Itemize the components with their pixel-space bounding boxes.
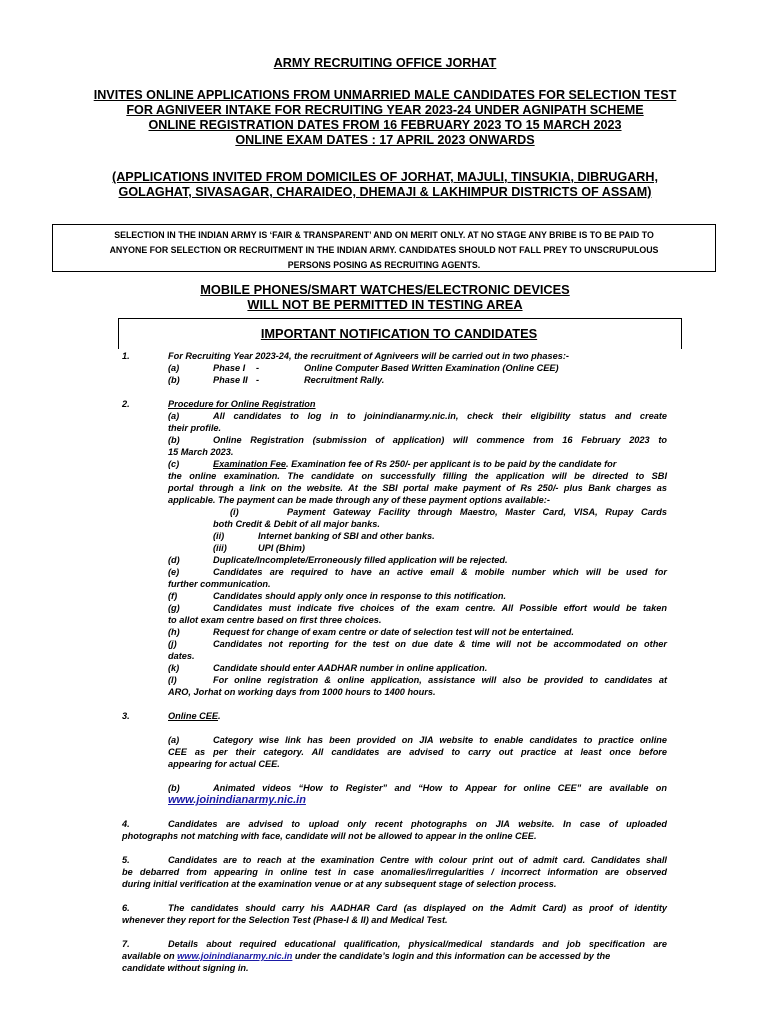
s2-b-tag: (b): [168, 435, 180, 445]
warning-line-3: PERSONS POSING AS RECRUITING AGENTS.: [287, 260, 481, 270]
s2-j-line-2: dates.: [168, 651, 195, 661]
s2-l-line-1: For online registration & online application, assistance will also be provided to candidates at: [213, 675, 667, 685]
s7-line-2: [122, 951, 610, 963]
section-1-a-desc: Online Computer Based Written Examination (Online CEE): [304, 363, 559, 373]
section-1-a-dash: -: [256, 363, 260, 373]
s2-a-line-2: their profile.: [168, 423, 222, 433]
s2-e-tag: (e): [168, 567, 180, 577]
s2-f-tag: (f): [168, 591, 178, 601]
section-1-a-phase: Phase I: [213, 363, 246, 373]
warning-line-1: SELECTION IN THE INDIAN ARMY IS ‘FAIR & TRANSPARENT’ AND ON MERIT ONLY. AT NO STAGE ANY BRIBE IS TO BE PAID TO: [114, 230, 654, 240]
s2-d-text: Duplicate/Incomplete/Erroneously filled application will be rejected.: [213, 555, 508, 565]
examination-fee-title: Examination Fee: [213, 459, 287, 469]
s2-k-tag: (k): [168, 663, 180, 673]
notification-title: IMPORTANT NOTIFICATION TO CANDIDATES: [260, 326, 538, 341]
s2-c-iii-tag: (iii): [213, 543, 227, 553]
section-3-title-end: .: [218, 711, 221, 721]
s7-line-2-pre: available on: [122, 951, 178, 961]
joinindianarmy-link[interactable]: www.joinindianarmy.nic.in: [168, 794, 306, 806]
s2-c-line-3: portal through a link on the website. At the SBI portal make payment of Rs 250/- plus Bank charges as: [168, 483, 667, 493]
s3-b-link-line: [168, 795, 306, 807]
s2-j-tag: (j): [168, 639, 177, 649]
s4-line-2: photographs not matching with face, candidate will not be allowed to appear in the online CEE.: [122, 831, 537, 841]
mobile-ban-line-1: MOBILE PHONES/SMART WATCHES/ELECTRONIC DEVICES: [200, 282, 570, 297]
section-1-b-desc: Recruitment Rally.: [304, 375, 385, 385]
s2-b-line-1: Online Registration (submission of application) will commence from 16 February 2023 to: [213, 435, 667, 445]
s7-line-3: candidate without signing in.: [122, 963, 249, 973]
section-3-title: Online CEE: [168, 711, 219, 721]
heading-line-3: ONLINE REGISTRATION DATES FROM 16 FEBRUARY 2023 TO 15 MARCH 2023: [148, 118, 622, 132]
s5-line-1: Candidates are to reach at the examination Centre with colour print out of admit card. Candidates shall: [168, 855, 667, 865]
heading-line-4: ONLINE EXAM DATES : 17 APRIL 2023 ONWARDS: [235, 133, 535, 147]
s4-line-1: Candidates are advised to upload only recent photographs on JIA website. In case of uploaded: [168, 819, 667, 829]
s2-k-text: Candidate should enter AADHAR number in online application.: [213, 663, 488, 673]
domicile-line-1: (APPLICATIONS INVITED FROM DOMICILES OF JORHAT, MAJULI, TINSUKIA, DIBRUGARH,: [112, 170, 658, 184]
s6-line-2: whenever they report for the Selection Test (Phase-I & II) and Medical Test.: [122, 915, 448, 925]
s3-b-line-1: Animated videos “How to Register” and “How to Appear for online CEE” are available on: [213, 783, 667, 793]
s3-a-line-3: appearing for actual CEE.: [168, 759, 280, 769]
s2-e-line-1: Candidates are required to have an active email & mobile number which will be used for: [213, 567, 667, 577]
s2-a-line-1: All candidates to log in to joinindianarmy.nic.in, check their eligibility status and create: [213, 411, 667, 421]
s6-line-1: The candidates should carry his AADHAR Card (as displayed on the Admit Card) as proof of identity: [168, 903, 667, 913]
joinindianarmy-link-2[interactable]: www.joinindianarmy.nic.in: [177, 951, 293, 961]
s7-line-1: Details about required educational qualification, physical/medical standards and job specification are: [168, 939, 667, 949]
section-3-number: 3.: [122, 711, 130, 721]
s2-d-tag: (d): [168, 555, 180, 565]
s2-g-line-1: Candidates must indicate five choices of the exam centre. All Possible effort would be taken: [213, 603, 667, 613]
section-1-b-dash: -: [256, 375, 260, 385]
s7-line-2-post: under the candidate’s login and this information can be accessed by the: [292, 951, 611, 961]
s2-c-i-tag: (i): [230, 507, 239, 517]
s2-j-line-1: Candidates not reporting for the test on due date & time will not be accommodated on other: [213, 639, 667, 649]
s2-c-tag: (c): [168, 459, 180, 469]
s5-line-3: during initial verification at the examination venue or at any subsequent stage of selection process.: [122, 879, 557, 889]
s2-l-line-2: ARO, Jorhat on working days from 1000 hours to 1400 hours.: [168, 687, 436, 697]
section-1-b-tag: (b): [168, 375, 180, 385]
s2-c-i-line-1: Payment Gateway Facility through Maestro, Master Card, VISA, Rupay Cards: [287, 507, 667, 517]
heading-line-1: INVITES ONLINE APPLICATIONS FROM UNMARRIED MALE CANDIDATES FOR SELECTION TEST: [93, 88, 677, 102]
s2-c-iii-text: UPI (Bhim): [258, 543, 305, 553]
section-2-title: Procedure for Online Registration: [168, 399, 316, 409]
heading-line-2: FOR AGNIVEER INTAKE FOR RECRUITING YEAR 2023-24 UNDER AGNIPATH SCHEME: [126, 103, 644, 117]
domicile-line-2: GOLAGHAT, SIVASAGAR, CHARAIDEO, DHEMAJI & LAKHIMPUR DISTRICTS OF ASSAM): [118, 185, 652, 199]
s2-b-line-2: 15 March 2023.: [168, 447, 234, 457]
s2-c-line-2: the online examination. The candidate on successfully filling the application will be directed to SBI: [168, 471, 667, 481]
s5-line-2: be debarred from appearing in online test in case anomalies/irregularities / incorrect information are observed: [122, 867, 667, 877]
office-heading: ARMY RECRUITING OFFICE JORHAT: [273, 56, 497, 70]
section-4-number: 4.: [122, 819, 130, 829]
s3-a-line-1: Category wise link has been provided on JIA website to enable candidates to practice online: [213, 735, 667, 745]
s2-c-line-4: applicable. The payment can be made through any of these payment options available:-: [168, 495, 550, 505]
section-6-number: 6.: [122, 903, 130, 913]
s2-h-text: Request for change of exam centre or date of selection test will not be entertained.: [213, 627, 574, 637]
s3-b-tag: (b): [168, 783, 180, 793]
s2-c-ii-tag: (ii): [213, 531, 225, 541]
s2-e-line-2: further communication.: [168, 579, 271, 589]
s2-c-line-1: [213, 459, 667, 471]
section-1-a-tag: (a): [168, 363, 180, 373]
section-1-number: 1.: [122, 351, 130, 361]
examination-fee-text: . Examination fee of Rs 250/- per applicant is to be paid by the candidate for: [286, 459, 617, 469]
section-1-intro: For Recruiting Year 2023-24, the recruitment of Agniveers will be carried out in two phases:-: [168, 351, 569, 361]
s2-l-tag: (l): [168, 675, 177, 685]
section-1-b-phase: Phase II: [213, 375, 248, 385]
s2-g-tag: (g): [168, 603, 180, 613]
s2-g-line-2: to allot exam centre based on first three choices.: [168, 615, 382, 625]
section-2-number: 2.: [122, 399, 130, 409]
s2-c-ii-text: Internet banking of SBI and other banks.: [258, 531, 435, 541]
mobile-ban-line-2: WILL NOT BE PERMITTED IN TESTING AREA: [247, 297, 523, 312]
section-5-number: 5.: [122, 855, 130, 865]
section-3-heading: [168, 711, 221, 723]
s2-f-text: Candidates should apply only once in response to this notification.: [213, 591, 507, 601]
fair-selection-warning-box: [52, 224, 716, 272]
s2-h-tag: (h): [168, 627, 180, 637]
s3-a-tag: (a): [168, 735, 180, 745]
section-7-number: 7.: [122, 939, 130, 949]
s2-a-tag: (a): [168, 411, 180, 421]
s3-a-line-2: CEE as per their category. All candidates are advised to carry out practice at least once before: [168, 747, 667, 757]
warning-line-2: ANYONE FOR SELECTION OR RECRUITMENT IN THE INDIAN ARMY. CANDIDATES SHOULD NOT FALL PREY TO UNSCRUPULOUS: [109, 245, 659, 255]
s2-c-i-line-2: both Credit & Debit of all major banks.: [213, 519, 380, 529]
